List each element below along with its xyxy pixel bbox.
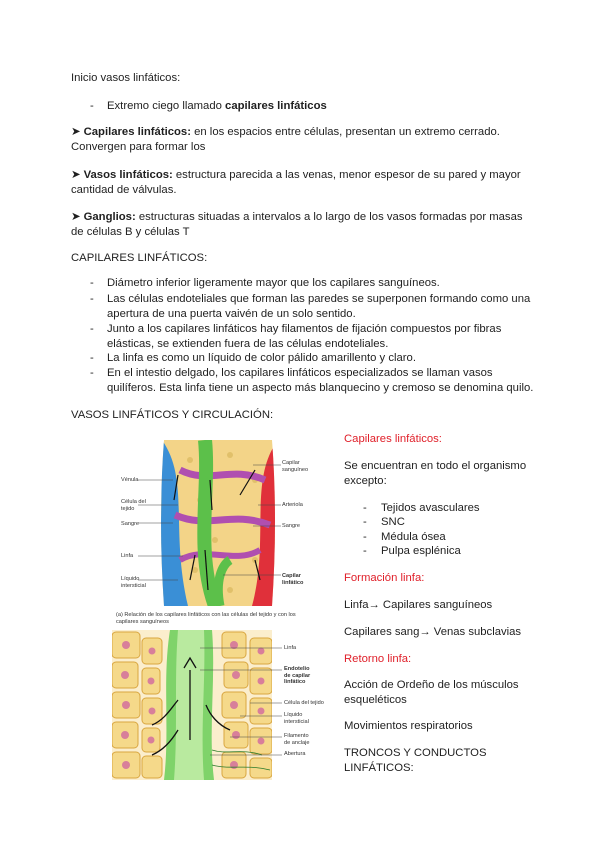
bullet-dash: -: [90, 277, 94, 289]
bullet-dash: -: [363, 531, 367, 543]
definition-vasos: ➤ Vasos linfáticos: estructura parecida a las venas, menor espesor de su pared y mayor cantidad de válvulas.: [71, 169, 521, 196]
label-endotelio: Endotelio de capilar linfático: [284, 666, 311, 685]
definition-ganglios: ➤ Ganglios: estructuras situadas a intervalos a lo largo de los vasos formadas por masas de células B y células T: [71, 211, 523, 238]
label-liquido-intersticial: Líquido intersticial: [121, 576, 146, 589]
formacion-line-2: Capilares sang→ Venas subclavias: [344, 626, 522, 638]
bullet-dash: -: [363, 545, 367, 557]
bullet-dash: -: [90, 367, 94, 379]
retorno-heading: Retorno linfa:: [344, 653, 412, 665]
figure-b-caption: (a) Relación de los capilares linfáticos con las células del tejido y con los capilares sanguíneos: [116, 612, 296, 625]
capilares-linfaticos-heading: Capilares linfáticos:: [344, 433, 442, 445]
label-b-liquido: Líquido intersticial: [284, 712, 309, 725]
capilares-item: Diámetro inferior ligeramente mayor que los capilares sanguíneos.: [107, 277, 440, 289]
figure-b-leader-lines: [200, 640, 284, 760]
label-b-linfa: Linfa: [284, 645, 297, 651]
exception-item: Tejidos avasculares: [381, 502, 480, 514]
label-filamento: Filamento de anclaje: [284, 733, 310, 746]
bullet-dash: -: [90, 100, 94, 112]
label-venula: Vénula: [121, 477, 139, 483]
bullet-dash: -: [363, 502, 367, 514]
formacion-line-1: Linfa→ Capilares sanguíneos: [344, 599, 493, 611]
retorno-line-2: Movimientos respiratorios: [344, 720, 473, 732]
label-capilar-sanguineo: Capilar sanguíneo: [282, 460, 309, 473]
arrow-icon: ➤: [71, 211, 81, 223]
capilares-item: En el intestio delgado, los capilares linfáticos especializados se llaman vasos quilíferos. Esta linfa tiene un aspecto más blanquecino y cremoso se denomina quilo.: [107, 367, 534, 394]
capilares-heading: CAPILARES LINFÁTICOS:: [71, 252, 208, 264]
capilares-text: Se encuentran en todo el organismo excepto:: [344, 460, 527, 487]
label-capilar-linfatico: Capilar linfático: [282, 573, 304, 586]
label-sangre-left: Sangre: [121, 521, 140, 527]
formacion-heading: Formación linfa:: [344, 572, 425, 584]
definition-capilares: ➤ Capilares linfáticos: en los espacios entre células, presentan un extremo cerrado. Convergen para formar los: [71, 126, 500, 153]
label-celula-tejido: Célula del tejido: [121, 499, 146, 512]
arrow-icon: ➤: [71, 126, 81, 138]
exception-item: SNC: [381, 516, 405, 528]
capilares-item: Junto a los capilares linfáticos hay filamentos de fijación compuestos por fibras elásticas, se extienden fuera de las células endoteliales.: [107, 323, 502, 350]
label-sangre-right: Sangre: [282, 523, 301, 529]
capilares-item: Las células endoteliales que forman las paredes se superponen formando como una apertura de una puerta vaivén de un solo sentido.: [107, 293, 531, 320]
troncos-heading: TRONCOS Y CONDUCTOS LINFÁTICOS:: [344, 747, 487, 774]
bullet-dash: -: [90, 323, 94, 335]
figure-a-leader-lines: [138, 460, 288, 585]
intro-bullet-bold: capilares linfáticos: [225, 100, 327, 112]
vasos-heading: VASOS LINFÁTICOS Y CIRCULACIÓN:: [71, 409, 274, 421]
label-abertura: Abertura: [284, 751, 306, 757]
exception-item: Médula ósea: [381, 531, 446, 543]
capilares-item: La linfa es como un líquido de color pálido amarillento y claro.: [107, 352, 416, 364]
retorno-line-1: Acción de Ordeño de los músculos esqueléticos: [344, 679, 519, 706]
bullet-dash: -: [90, 352, 94, 364]
exception-item: Pulpa esplénica: [381, 545, 461, 557]
intro-title: Inicio vasos linfáticos:: [71, 72, 181, 84]
label-linfa: Linfa: [121, 553, 134, 559]
label-arteriola: Arteriola: [282, 502, 303, 508]
arrow-icon: ➤: [71, 169, 81, 181]
intro-bullet: Extremo ciego llamado capilares linfáticos: [107, 100, 327, 112]
label-b-celula-tejido: Célula del tejido: [284, 700, 324, 706]
bullet-dash: -: [363, 516, 367, 528]
bullet-dash: -: [90, 293, 94, 305]
